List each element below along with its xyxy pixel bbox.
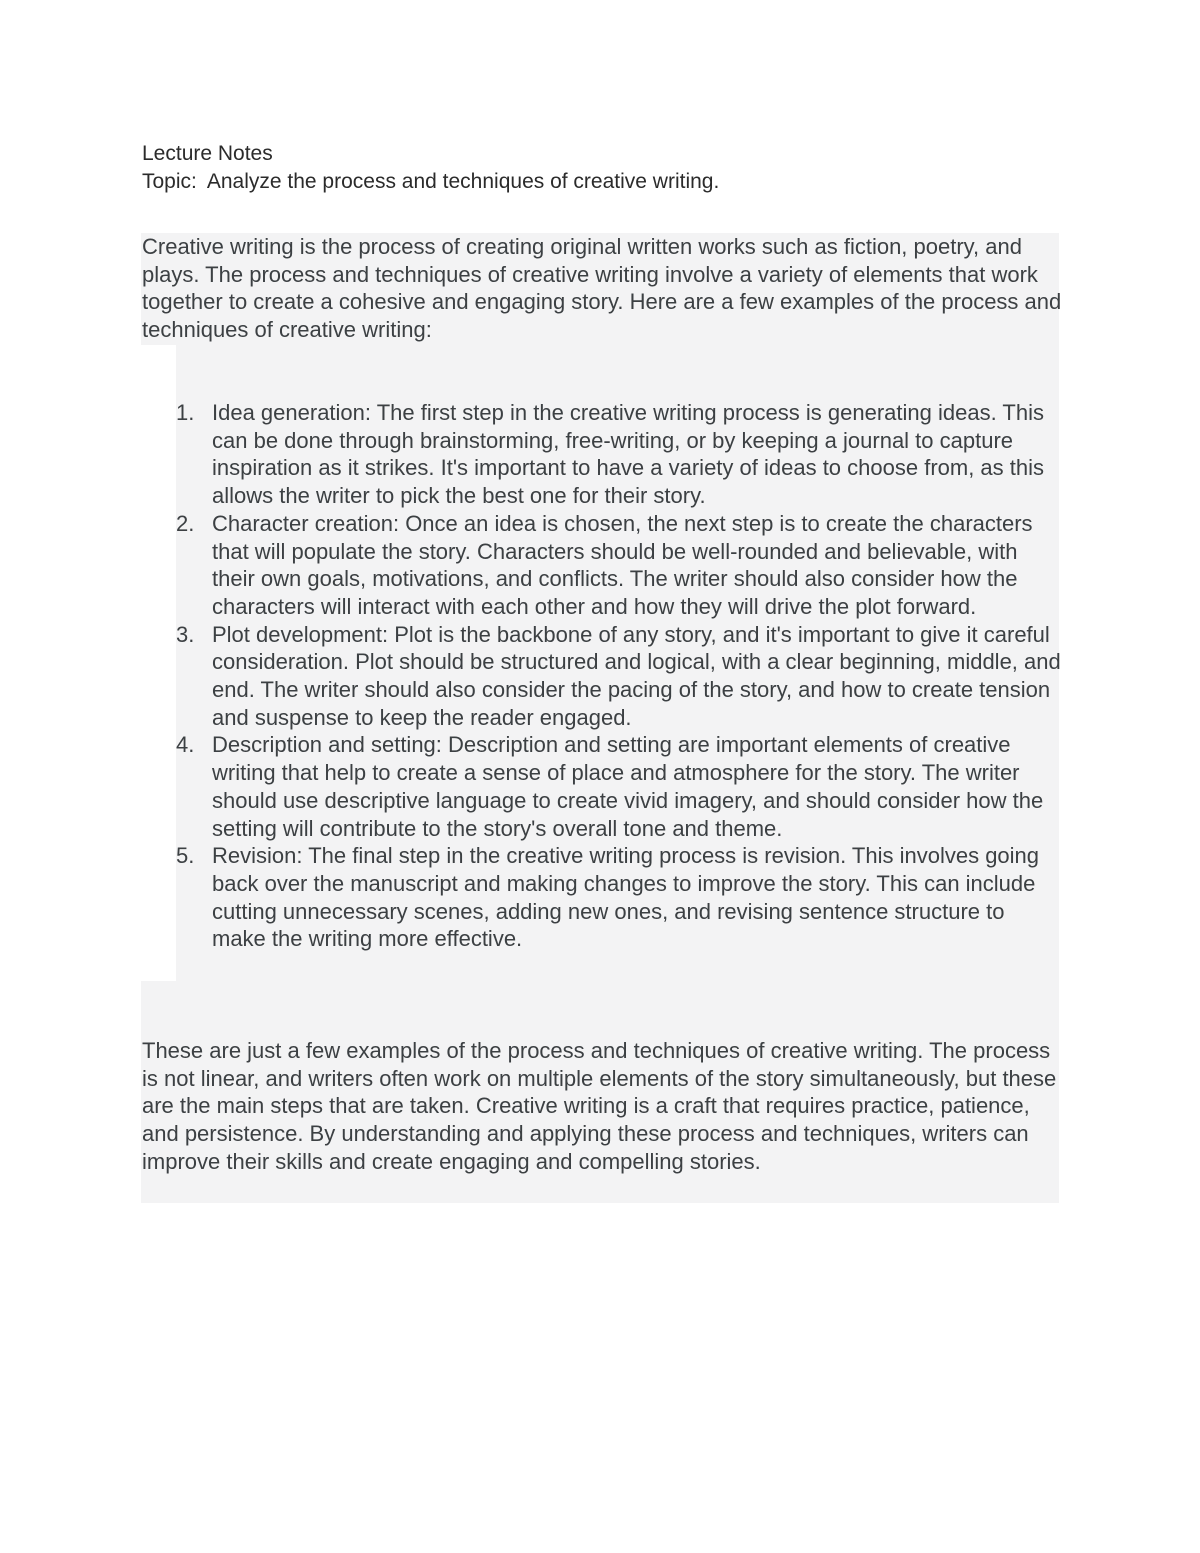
list-item-number: 1. [176, 400, 195, 425]
steps-list [142, 399, 1062, 953]
topic-label: Topic: [142, 170, 197, 193]
closing-paragraph: These are just a few examples of the process and techniques of creative writing. The process is not linear, and writers often work on multiple elements of the story simultaneously, but these are the main steps that are taken. Creative writing is a craft that requires practice, patience, and persistence. By understanding and applying these process and techniques, writers can improve their skills and create engaging and compelling stories. [142, 1038, 1057, 1174]
list-item-number: 4. [176, 732, 195, 758]
list-item [142, 399, 1062, 510]
list-item-text: Plot development: Plot is the backbone of any story, and it's important to give it careful consideration. Plot should be structured and logical, with a clear beginning, middle, and end. The writer should also consider the pacing of the story, and how to create tension and suspense to keep the reader engaged. [212, 621, 1061, 730]
list-item-number: 3. [176, 621, 195, 647]
list-item [142, 731, 1062, 842]
list-item-number: 2. [176, 510, 195, 536]
list-item-text: Description and setting: Description and setting are important elements of creative writing that help to create a sense of place and atmosphere for the story. The writer should use descriptive language to create vivid imagery, and should consider how the setting will contribute to the story's overall tone and theme. [212, 732, 1044, 841]
list-item-number: 5. [176, 843, 195, 869]
topic-line [142, 168, 719, 196]
list-item-text: Revision: The final step in the creative writing process is revision. This involves going back over the manuscript and making changes to improve the story. This can include cutting unnecessary scenes, adding new ones, and revising sentence structure to make the writing more effective. [212, 843, 1040, 952]
list-item [142, 510, 1062, 621]
list-item [142, 621, 1062, 732]
document-header [142, 140, 719, 196]
document-title: Lecture Notes [142, 142, 273, 165]
topic-text: Analyze the process and techniques of creative writing. [206, 170, 720, 193]
list-item [142, 842, 1062, 953]
list-item-text: Idea generation: The first step in the creative writing process is generating ideas. This can be done through brainstorming, free-writing, or by keeping a journal to capture inspiration as it strikes. It's important to have a variety of ideas to choose from, as this allows the writer to pick the best one for their story. [212, 400, 1045, 509]
intro-paragraph: Creative writing is the process of creating original written works such as fiction, poetry, and plays. The process and techniques of creative writing involve a variety of elements that work together to create a cohesive and engaging story. Here are a few examples of the process and techniques of creative writing: [142, 234, 1062, 343]
list-item-text: Character creation: Once an idea is chosen, the next step is to create the characters that will populate the story. Characters should be well-rounded and believable, with their own goals, motivations, and conflicts. The writer should also consider how the characters will interact with each other and how they will drive the plot forward. [212, 510, 1033, 619]
